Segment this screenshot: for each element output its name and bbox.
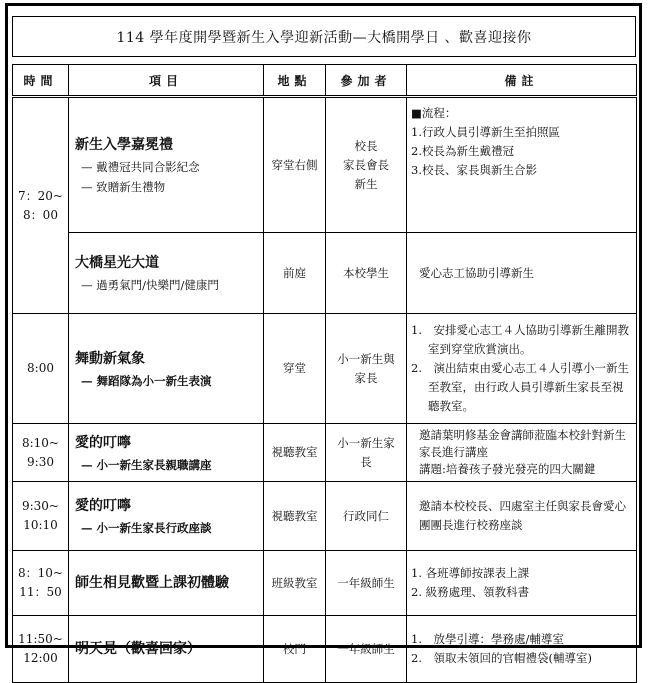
location-cell: 校門 — [264, 616, 326, 683]
notes-cell — [407, 233, 637, 314]
note-line: 1. 放學引導：學務處/輔導室 — [411, 632, 564, 646]
table-row — [13, 551, 637, 616]
item-title: 愛的叮嚀 — [75, 498, 131, 514]
header-item: 項目 — [69, 65, 264, 97]
table-row — [13, 424, 637, 482]
time-cell — [13, 616, 69, 683]
time-cell — [13, 97, 69, 314]
header-location: 地點 — [264, 65, 326, 97]
item-sub: — 過勇氣門/快樂門/健康門 — [81, 278, 219, 292]
item-title: 愛的叮嚀 — [75, 434, 131, 451]
item-title: 舞動新氣象 — [75, 350, 145, 367]
location-cell: 視聽教室 — [264, 424, 326, 482]
note-line: 邀請葉明修基金會講師蒞臨本校針對新生家長進行講座 — [419, 428, 626, 459]
participant: 校長 — [354, 138, 378, 153]
item-cell — [69, 424, 264, 482]
note-line: 2. 級務處理、領教科書 — [411, 585, 530, 599]
table-row — [13, 482, 637, 551]
notes-cell — [407, 616, 637, 683]
item-title: 新生入學嘉冕禮 — [75, 137, 173, 153]
item-cell — [69, 616, 264, 683]
item-sub: — 致贈新生禮物 — [81, 180, 166, 194]
header-participants: 參加者 — [326, 65, 407, 97]
notes-cell — [407, 314, 637, 424]
time-line: 7：20~ — [18, 188, 63, 203]
participants-cell — [326, 424, 407, 482]
document-frame — [5, 3, 642, 665]
note-line: 1.行政人員引導新生至拍照區 — [411, 125, 560, 139]
item-title: 明天見（歡喜回家） — [75, 641, 201, 657]
participants-cell: 行政同仁 — [326, 482, 407, 551]
table-row — [13, 97, 637, 233]
participant: 家長會長 — [343, 157, 389, 172]
location-cell: 穿堂 — [264, 314, 326, 424]
participant: 新生 — [354, 176, 378, 191]
item-cell — [69, 97, 264, 233]
time-line: 8：10~ — [18, 566, 63, 580]
time-line: 8：00 — [23, 207, 58, 222]
item-sub: — 戴禮冠共同合影紀念 — [81, 160, 200, 174]
table-row — [13, 314, 637, 424]
item-sub: — 小一新生家長行政座談 — [81, 521, 212, 535]
note-line: 2.校長為新生戴禮冠 — [411, 144, 514, 158]
time-line: 9:30~ — [21, 499, 59, 513]
participant: 小一新生家 — [337, 435, 395, 450]
time-line: 10:10 — [23, 518, 58, 532]
location-cell: 前庭 — [264, 233, 326, 314]
location-cell: 班級教室 — [264, 551, 326, 616]
participant: 長 — [360, 454, 372, 469]
table-row — [13, 616, 637, 683]
time-line: 8:10~ — [21, 435, 59, 450]
item-cell — [69, 233, 264, 314]
header-time: 時間 — [13, 65, 69, 97]
notes-cell — [407, 97, 637, 233]
location-cell: 視聽教室 — [264, 482, 326, 551]
time-cell — [13, 424, 69, 482]
participants-cell — [326, 314, 407, 424]
item-sub: — 小一新生家長親職講座 — [81, 457, 212, 472]
header-row — [13, 65, 637, 97]
item-title: 大橋星光大道 — [75, 255, 159, 271]
time-cell — [13, 551, 69, 616]
header-notes: 備註 — [407, 65, 637, 97]
location-cell: 穿堂右側 — [264, 97, 326, 233]
page-title: 114 學年度開學暨新生入學迎新活動—大橋開學日 、歡喜迎接你 — [12, 16, 636, 57]
item-cell — [69, 314, 264, 424]
note-line: 2. 領取未領回的官帽禮袋(輔導室) — [411, 651, 592, 665]
participant: 家長 — [354, 370, 378, 385]
participants-cell — [326, 97, 407, 233]
time-line: 12:00 — [23, 651, 58, 665]
note-line: 3.校長、家長與新生合影 — [411, 163, 537, 177]
participants-cell: 一年級師生 — [326, 551, 407, 616]
note-line: 愛心志工協助引導新生 — [419, 265, 534, 280]
notes-cell — [407, 482, 637, 551]
notes-cell — [407, 551, 637, 616]
note-line: ■流程： — [411, 106, 457, 120]
item-sub: — 舞蹈隊為小一新生表演 — [81, 373, 212, 388]
participants-cell: 一年級師生 — [326, 616, 407, 683]
time-line: 11：50 — [19, 585, 62, 599]
item-title: 師生相見歡暨上課初體驗 — [75, 575, 229, 591]
notes-cell — [407, 424, 637, 482]
time-cell: 8:00 — [13, 314, 69, 424]
participants-cell: 本校學生 — [326, 233, 407, 314]
time-line: 11:50~ — [18, 632, 63, 646]
time-line: 9:30 — [27, 454, 54, 469]
schedule-table — [12, 64, 637, 683]
note-line: 1. 各班導師按課表上課 — [411, 566, 530, 580]
note-line: 2. 演出結束由愛心志工４人引導小一新生至教室，由行政人員引導新生家長至視聽教室。 — [411, 361, 629, 413]
note-line: 邀請本校校長、四處室主任與家長會愛心團團長進行校務座談 — [419, 499, 626, 532]
table-row — [13, 233, 637, 314]
time-cell — [13, 482, 69, 551]
note-line: 1. 安排愛心志工４人協助引導新生離開教室到穿堂欣賞演出。 — [411, 323, 629, 356]
item-cell — [69, 482, 264, 551]
participant: 小一新生與 — [337, 351, 395, 366]
item-cell — [69, 551, 264, 616]
note-line: 講題:培養孩子發光發亮的四大關鍵 — [419, 462, 596, 476]
